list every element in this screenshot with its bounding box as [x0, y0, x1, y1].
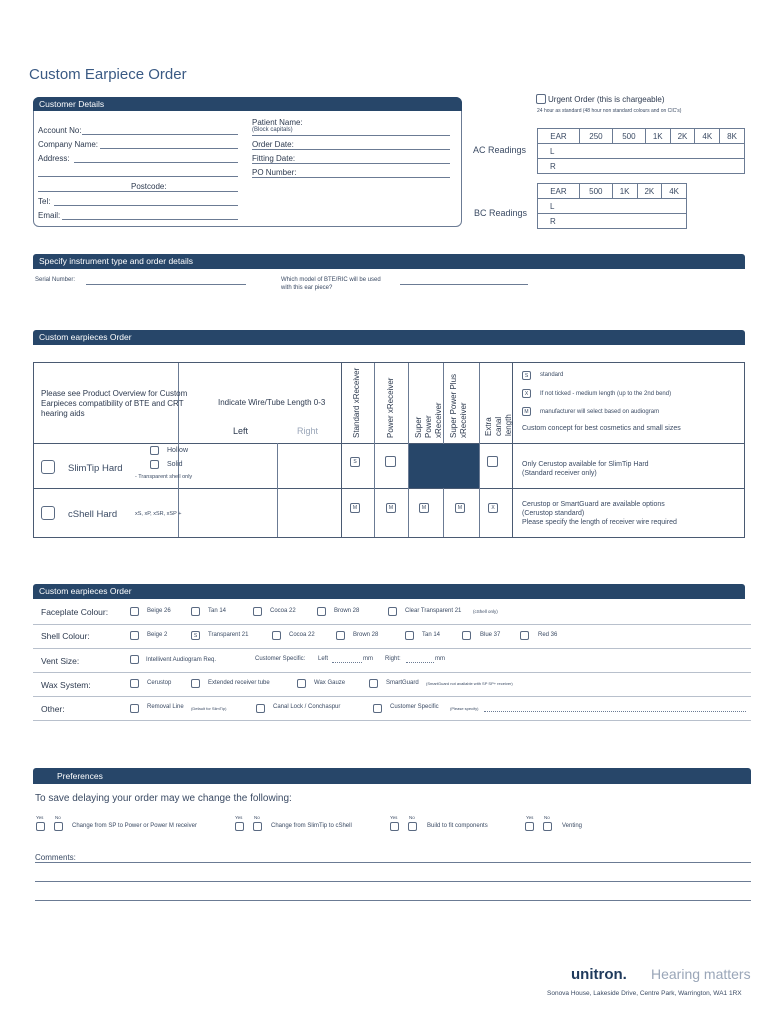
cshell-note: [522, 500, 677, 527]
wax-gauze-label: Wax Gauze: [314, 680, 346, 686]
sh-red-label: Red 36: [538, 632, 558, 638]
slimtip-power-checkbox[interactable]: [385, 456, 396, 467]
sh-transparent-label: Transparent 21: [208, 632, 249, 638]
pref-3-yes-checkbox[interactable]: [390, 822, 399, 831]
comments-line-2[interactable]: [35, 881, 751, 882]
transparent-note: - Transparent shell only: [135, 474, 193, 480]
slimtip-extra-checkbox[interactable]: [487, 456, 498, 467]
urgent-label: Urgent Order (this is chargeable): [548, 95, 665, 104]
wax-cerustop-checkbox[interactable]: [130, 679, 139, 688]
wax-smartguard-note: (SmartGuard not available with SP SP+ receiver): [426, 681, 513, 686]
wax-extended-label: Extended receiver tube: [208, 680, 270, 686]
wax-label: Wax System:: [41, 680, 91, 690]
ac-readings-grid: [537, 128, 745, 174]
sh-brown-label: Brown 28: [353, 632, 379, 638]
yes-label: Yes: [526, 815, 534, 820]
sh-tan-label: Tan 14: [422, 632, 441, 638]
ac-cell[interactable]: [579, 144, 612, 159]
po-label: PO Number:: [252, 168, 297, 177]
col-standard-xreceiver: Standard xReceiver: [352, 367, 361, 438]
postcode-label: Postcode:: [131, 182, 167, 191]
wax-smartguard-checkbox[interactable]: [369, 679, 378, 688]
urgent-checkbox[interactable]: [536, 94, 546, 104]
col-super-power-plus-xreceiver: [449, 372, 469, 438]
wax-cerustop-label: Cerustop: [147, 680, 172, 686]
ac-cell[interactable]: [612, 144, 645, 159]
legend-tag-x: X: [522, 389, 531, 398]
fitting-date-field[interactable]: [252, 163, 450, 164]
fp-clear-note: (cShell only): [473, 609, 498, 614]
cshell-note-3: Please specify the length of receiver wire required: [522, 519, 677, 526]
sh-transparent-tag[interactable]: S: [191, 631, 200, 640]
bc-col: 4K: [662, 184, 687, 199]
ac-cell[interactable]: [612, 159, 645, 174]
other-specific-label: Customer Specific: [390, 704, 439, 710]
block-capitals-note: (Block capitals): [252, 127, 293, 133]
ac-row-label: L: [538, 144, 580, 159]
ac-cell[interactable]: [645, 159, 670, 174]
ac-cell[interactable]: [670, 159, 695, 174]
urgent-note: 24 hour as standard (48 hour non standard colours and on CIC's): [537, 108, 682, 114]
no-label: No: [544, 815, 550, 820]
sh-tan-checkbox[interactable]: [405, 631, 414, 640]
cshell-sizes: xS, xP, xSR, xSP +: [135, 511, 182, 517]
ac-cell[interactable]: [579, 159, 612, 174]
legend-medium: If not ticked - medium length (up to the 2nd bend): [540, 391, 672, 397]
cshell-standard-tag[interactable]: M: [350, 503, 360, 513]
account-label: Account No:: [38, 126, 82, 135]
divider: [33, 648, 751, 649]
bc-cell[interactable]: [662, 199, 687, 214]
left-label: Left: [233, 426, 249, 436]
serial-label: Serial Number:: [35, 277, 76, 283]
pref-1-label: Change from SP to Power or Power M receiver: [72, 823, 197, 829]
bc-col: 500: [579, 184, 612, 199]
company-field[interactable]: [100, 148, 238, 149]
no-label: No: [409, 815, 415, 820]
email-label: Email:: [38, 211, 61, 220]
sh-blue-checkbox[interactable]: [462, 631, 471, 640]
preferences-question: To save delaying your order may we change the following:: [35, 793, 292, 804]
company-label: Company Name:: [38, 140, 99, 149]
vent-right-label: Right:: [385, 656, 401, 662]
customer-details-header: Customer Details: [33, 97, 462, 111]
bc-cell[interactable]: [662, 214, 687, 229]
patient-field[interactable]: [252, 135, 450, 136]
email-field[interactable]: [62, 219, 238, 220]
compatibility-line-2: Earpieces compatibility of BTE and CRT: [41, 399, 184, 408]
slimtip-standard-tag[interactable]: S: [350, 457, 360, 467]
other-canal-lock-label: Canal Lock / Conchaspur: [273, 704, 341, 710]
fp-clear-checkbox[interactable]: [388, 607, 397, 616]
patient-label: Patient Name:: [252, 118, 303, 127]
bc-cell[interactable]: [612, 199, 637, 214]
cshell-label: cShell Hard: [68, 509, 118, 520]
po-field[interactable]: [252, 177, 450, 178]
pref-4-yes-checkbox[interactable]: [525, 822, 534, 831]
instrument-header: Specify instrument type and order details: [33, 254, 745, 269]
legend-tag-s: S: [522, 371, 531, 380]
divider: [33, 696, 751, 697]
col-power-xreceiver: Power xReceiver: [386, 377, 395, 438]
ac-col: 1K: [645, 129, 670, 144]
pref-3-no-checkbox[interactable]: [408, 822, 417, 831]
page-title: Custom Earpiece Order: [29, 66, 187, 83]
vent-label: Vent Size:: [41, 656, 80, 666]
address-label: Address:: [38, 154, 70, 163]
legend-tag-m: M: [522, 407, 531, 416]
pref-4-no-checkbox[interactable]: [543, 822, 552, 831]
other-removal-checkbox[interactable]: [130, 704, 139, 713]
compatibility-note: [41, 389, 187, 419]
cshell-sp-tag[interactable]: M: [419, 503, 429, 513]
fitting-date-label: Fitting Date:: [252, 154, 296, 163]
ac-cell[interactable]: [695, 159, 720, 174]
ac-col: EAR: [538, 129, 580, 144]
other-specific-note: (Please specify): [450, 706, 479, 711]
bc-cell[interactable]: [579, 214, 612, 229]
compatibility-line-3: hearing aids: [41, 409, 85, 418]
wax-gauze-checkbox[interactable]: [297, 679, 306, 688]
sh-blue-label: Blue 37: [480, 632, 501, 638]
bc-readings-grid: [537, 183, 687, 229]
other-removal-note: (Default for SlimTip): [191, 706, 227, 711]
other-label: Other:: [41, 704, 65, 714]
vent-left-field[interactable]: [332, 662, 362, 663]
brand-tagline: Hearing matters: [651, 966, 751, 982]
divider: [33, 624, 751, 625]
bc-cell[interactable]: [579, 199, 612, 214]
other-removal-label: Removal Line: [147, 704, 184, 710]
ac-col: 8K: [720, 129, 745, 144]
other-specific-field[interactable]: [484, 711, 746, 712]
bc-cell[interactable]: [637, 214, 662, 229]
col-super-power-xreceiver: [414, 392, 444, 438]
divider: [33, 720, 751, 721]
slimtip-checkbox[interactable]: [41, 460, 55, 474]
fp-cocoa-label: Cocoa 22: [270, 608, 296, 614]
faceplate-label: Faceplate Colour:: [41, 607, 109, 617]
right-label: Right: [297, 426, 319, 436]
serial-field[interactable]: [86, 284, 246, 285]
slimtip-label: SlimTip Hard: [68, 463, 123, 474]
bc-cell[interactable]: [612, 214, 637, 229]
bc-row-label: L: [538, 199, 580, 214]
compatibility-line-1: Please see Product Overview for Custom: [41, 389, 188, 398]
vent-left-mm: mm: [363, 656, 373, 662]
earpieces-order-header: Custom earpieces Order: [33, 330, 745, 345]
col-extra-canal-length: [484, 398, 514, 436]
address-field-1[interactable]: [74, 162, 238, 163]
vent-intellivent-label: Intellivent Audiogram Req.: [146, 657, 217, 663]
model-question: Which model of BTE/RIC will be used: [281, 277, 381, 283]
account-field[interactable]: [82, 134, 238, 135]
wire-length-label: Indicate Wire/Tube Length 0-3: [218, 398, 326, 407]
cshell-checkbox[interactable]: [41, 506, 55, 520]
cshell-power-tag[interactable]: M: [386, 503, 396, 513]
ac-cell[interactable]: [645, 144, 670, 159]
postcode-field[interactable]: [38, 191, 238, 192]
yes-label: Yes: [36, 815, 44, 820]
options-header: Custom earpieces Order: [33, 584, 745, 599]
bc-row-label: R: [538, 214, 580, 229]
vent-right-mm: mm: [435, 656, 445, 662]
ac-cell[interactable]: [670, 144, 695, 159]
cshell-note-1: Cerustop or SmartGuard are available options: [522, 501, 665, 508]
sh-cocoa-label: Cocoa 22: [289, 632, 315, 638]
legend-standard: standard: [540, 372, 564, 378]
ac-cell[interactable]: [720, 159, 745, 174]
fp-cocoa-checkbox[interactable]: [253, 607, 262, 616]
pref-2-no-checkbox[interactable]: [253, 822, 262, 831]
pref-1-yes-checkbox[interactable]: [36, 822, 45, 831]
other-specific-checkbox[interactable]: [373, 704, 382, 713]
ac-cell[interactable]: [720, 144, 745, 159]
slimtip-note-1: Only Cerustop available for SlimTip Hard: [522, 461, 649, 468]
bc-col: EAR: [538, 184, 580, 199]
legend-concept: Custom concept for best cosmetics and small sizes: [522, 425, 681, 432]
no-label: No: [55, 815, 61, 820]
sh-beige-checkbox[interactable]: [130, 631, 139, 640]
bc-col: 1K: [612, 184, 637, 199]
fp-beige-checkbox[interactable]: [130, 607, 139, 616]
pref-1-no-checkbox[interactable]: [54, 822, 63, 831]
pref-2-yes-checkbox[interactable]: [235, 822, 244, 831]
model-question-2: with this ear piece?: [281, 285, 333, 291]
fp-beige-label: Beige 26: [147, 608, 171, 614]
hollow-checkbox[interactable]: [150, 446, 159, 455]
ac-col: 500: [612, 129, 645, 144]
order-date-label: Order Date:: [252, 140, 294, 149]
pref-3-label: Build to fit components: [427, 823, 488, 829]
vent-specific-label: Customer Specific:: [255, 656, 306, 662]
yes-label: Yes: [235, 815, 243, 820]
comments-line-3[interactable]: [35, 900, 751, 901]
bc-readings-label: BC Readings: [474, 208, 528, 218]
vent-right-field[interactable]: [406, 662, 434, 663]
ac-col: 4K: [695, 129, 720, 144]
order-date-field[interactable]: [252, 149, 450, 150]
address-field-2[interactable]: [38, 176, 238, 177]
fp-brown-checkbox[interactable]: [317, 607, 326, 616]
solid-label: Solid: [167, 461, 183, 468]
comments-label: Comments:: [35, 853, 76, 862]
ac-cell[interactable]: [695, 144, 720, 159]
vent-left-label: Left: [318, 656, 329, 662]
footer-address: Sonova House, Lakeside Drive, Centre Park, Warrington, WA1 1RX: [547, 990, 742, 997]
yes-label: Yes: [390, 815, 398, 820]
comments-line-1[interactable]: [35, 862, 751, 863]
ac-row-label: R: [538, 159, 580, 174]
fp-brown-label: Brown 28: [334, 608, 360, 614]
other-canal-lock-checkbox[interactable]: [256, 704, 265, 713]
slimtip-note: [522, 460, 649, 478]
fp-tan-label: Tan 14: [208, 608, 227, 614]
divider: [33, 672, 751, 673]
ac-col: 250: [579, 129, 612, 144]
ac-col: 2K: [670, 129, 695, 144]
col-super-power-text: Super Power xReceiver: [414, 402, 443, 438]
no-label: No: [254, 815, 260, 820]
slimtip-note-2: (Standard receiver only): [522, 470, 597, 477]
fp-tan-checkbox[interactable]: [191, 607, 200, 616]
unavailable-cell: [409, 444, 479, 488]
cshell-extra-tag[interactable]: X: [488, 503, 498, 513]
pref-4-label: Venting: [562, 823, 583, 829]
sh-brown-checkbox[interactable]: [336, 631, 345, 640]
wax-extended-checkbox[interactable]: [191, 679, 200, 688]
hollow-label: Hollow: [167, 447, 189, 454]
solid-checkbox[interactable]: [150, 460, 159, 469]
bc-cell[interactable]: [637, 199, 662, 214]
brand-logo: unitron.: [571, 966, 627, 983]
col-super-power-plus-text: Super Power Plus xReceiver: [449, 373, 468, 438]
wax-smartguard-label: SmartGuard: [386, 680, 419, 686]
preferences-header: Preferences: [33, 768, 751, 784]
col-extra-canal-text: Extra canal length: [484, 414, 513, 436]
bc-col: 2K: [637, 184, 662, 199]
tel-field[interactable]: [54, 205, 238, 206]
shell-label: Shell Colour:: [41, 631, 90, 641]
tel-label: Tel:: [38, 197, 51, 206]
legend-manufacturer: manufacturer will select based on audiogram: [540, 409, 660, 415]
sh-cocoa-checkbox[interactable]: [272, 631, 281, 640]
cshell-spp-tag[interactable]: M: [455, 503, 465, 513]
pref-2-label: Change from SlimTip to cShell: [271, 823, 352, 829]
fp-clear-label: Clear Transparent 21: [405, 608, 462, 614]
sh-beige-label: Beige 2: [147, 632, 168, 638]
ac-readings-label: AC Readings: [473, 145, 527, 155]
cshell-note-2: (Cerustop standard): [522, 510, 585, 517]
vent-intellivent-checkbox[interactable]: [130, 655, 139, 664]
model-field[interactable]: [400, 284, 528, 285]
sh-red-checkbox[interactable]: [520, 631, 529, 640]
